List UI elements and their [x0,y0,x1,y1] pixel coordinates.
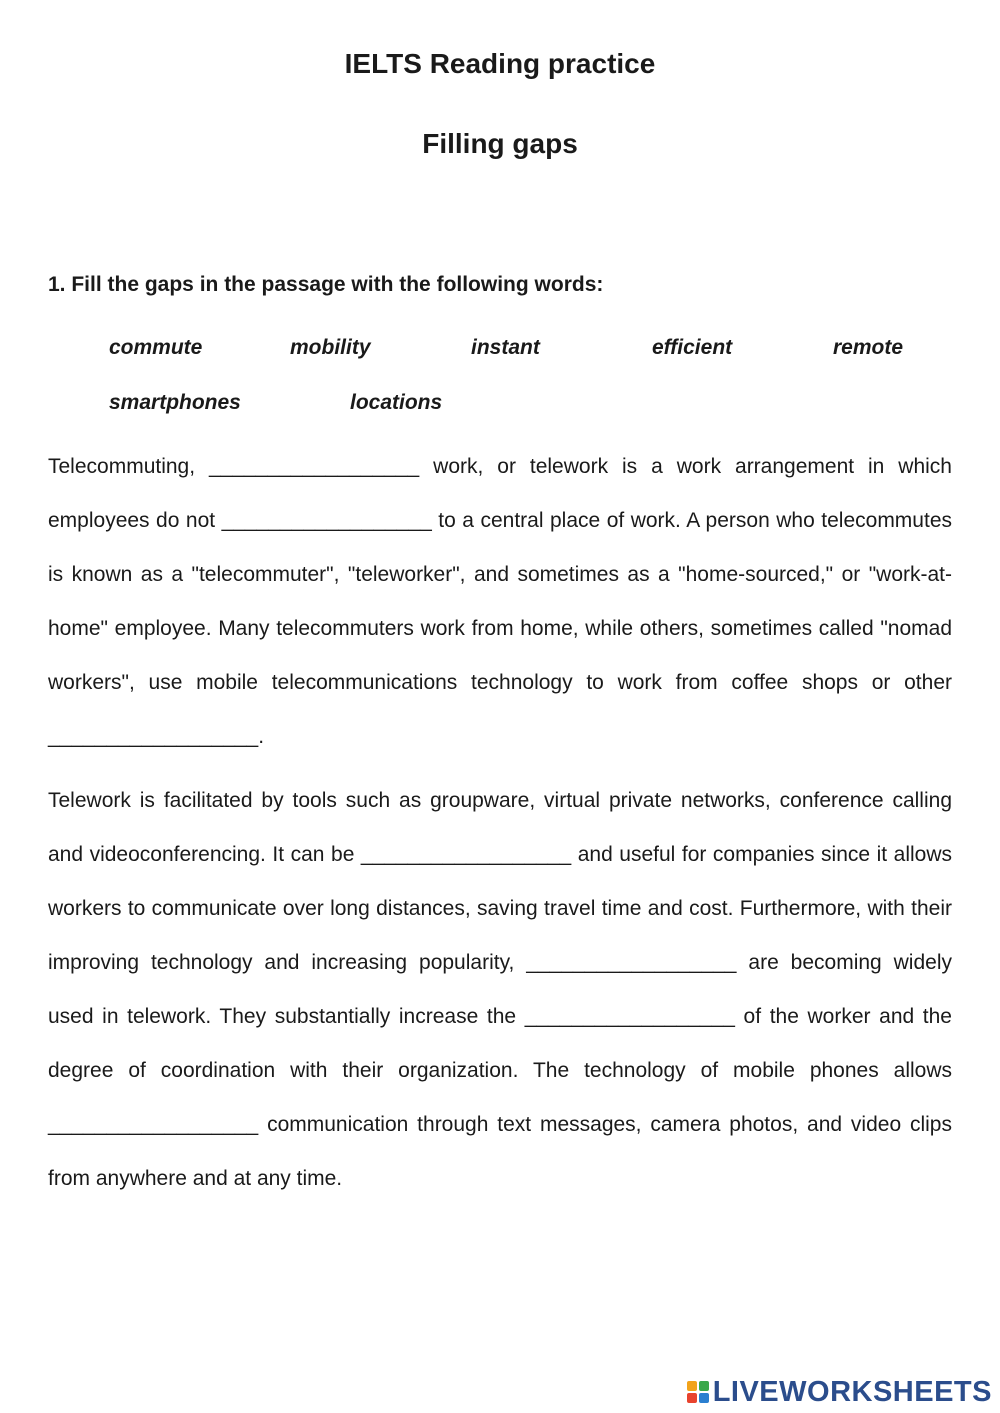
logo-tile [687,1381,697,1391]
word-bank-item: commute [109,336,203,359]
logo-tile [699,1381,709,1391]
passage-paragraph-2: Telework is facilitated by tools such as groupware, virtual private networks, conference calling and videoconferencing. It can be __________________ and useful for companies since it allows workers to communicate over long distances, saving travel time and cost. Furthermore, with their improving technology and increasing popularity, __________________ are becoming widely used in telework. They substantially increase the __________________ of the worker and the degree of coordination with their organization. The technology of mobile phones allows __________________ communication through text messages, camera photos, and video clips from anywhere and at any time. [48,789,952,1190]
logo-text: LIVEWORKSHEETS [712,1375,992,1408]
passage-paragraph-1: Telecommuting, __________________ work, or telework is a work arrangement in which employees do not __________________ to a central place of work. A person who telecommutes is known as a "telecommuter", "teleworker", and sometimes as a "home-sourced," or "work-at-home" employee. Many telecommuters work from home, while others, sometimes called "nomad workers", use mobile telecommunications technology to work from coffee shops or other __________________. [48,455,952,748]
logo-tile [699,1393,709,1403]
liveworksheets-logo-icon [687,1381,709,1403]
exercise-instruction: 1. Fill the gaps in the passage with the following words: [48,273,604,296]
word-bank-item: remote [833,336,904,359]
logo-tile [687,1393,697,1403]
liveworksheets-logo [687,1374,992,1410]
word-bank-item: efficient [652,336,733,359]
word-bank-item: locations [350,391,443,414]
page-title: IELTS Reading practice [344,48,656,79]
word-bank-item: smartphones [109,391,241,414]
page-subtitle: Filling gaps [422,128,578,159]
word-bank-item: instant [471,336,540,359]
word-bank-item: mobility [290,336,371,359]
